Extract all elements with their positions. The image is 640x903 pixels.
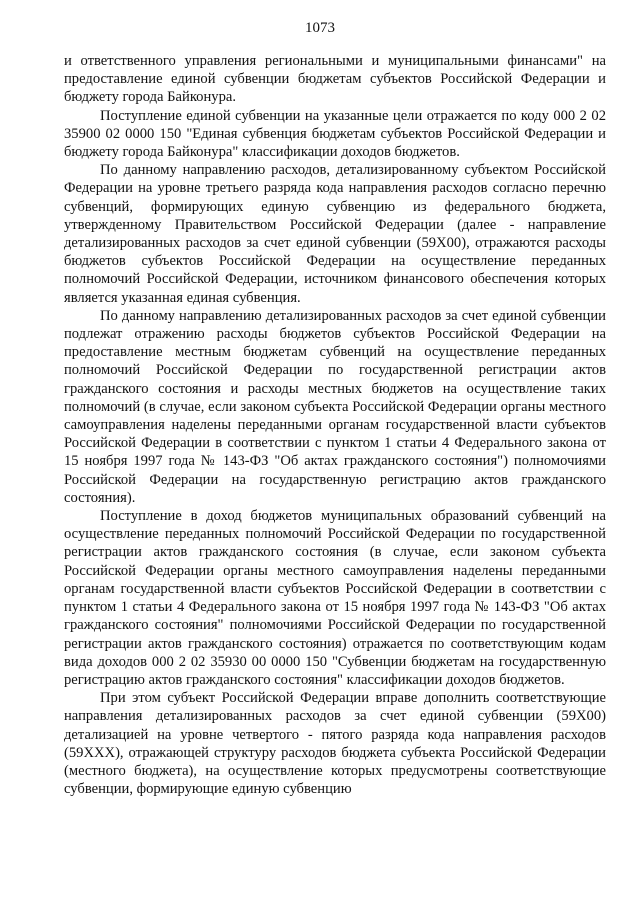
paragraph: Поступление единой субвенции на указанные цели отражается по коду 000 2 02 35900 02 0000 150 "Единая субвенция бюджетам субъектов Российской Федерации и бюджету города Байконура" классификации доходов бюджетов. <box>64 107 606 161</box>
paragraph: Поступление в доход бюджетов муниципальных образований субвенций на осуществление переданных полномочий Российской Федерации по государственной регистрации актов гражданского состояния (в случае, если законом субъекта Российской Федерации органы местного самоуправления наделены переданными органам государственной власти субъектов Российской Федерации в соответствии с пунктом 1 статьи 4 Федерального закона от 15 ноября 1997 года № 143-ФЗ "Об актах гражданского состояния" полномочиями Российской Федерации по государственной регистрации актов гражданского состояния) отражается по соответствующим кодам вида доходов 000 2 02 35930 00 0000 150 "Субвенции бюджетам на государственную регистрацию актов гражданского состояния" классификации доходов бюджетов. <box>64 508 606 688</box>
page-number: 1073 <box>305 20 335 36</box>
body-text <box>64 52 606 798</box>
paragraph-continued: и ответственного управления региональными и муниципальными финансами" на предоставление единой субвенции бюджетам субъектов Российской Федерации и бюджету города Байконура. <box>64 53 606 106</box>
paragraph: По данному направлению детализированных расходов за счет единой субвенции подлежат отражению расходы бюджетов субъектов Российской Федерации на предоставление местным бюджетам субвенций на осуществление переданных полномочий Российской Федерации по государственной регистрации актов гражданского состояния и расходы местных бюджетов на осуществление таких полномочий (в случае, если законом субъекта Российской Федерации органы местного самоуправления наделены переданными органам государственной власти субъектов Российской Федерации в соответствии с пунктом 1 статьи 4 Федерального закона от 15 ноября 1997 года № 143-ФЗ "Об актах гражданского состояния") полномочиями Российской Федерации на государственную регистрацию актов гражданского состояния). <box>64 307 606 506</box>
paragraph: По данному направлению расходов, детализированному субъектом Российской Федерации на уровне третьего разряда кода направления расходов согласно перечню субвенций, формирующих единую субвенцию из федерального бюджета, утвержденному Правительством Российской Федерации (далее - направление детализированных расходов за счет единой субвенции (59Х00), отражаются расходы бюджетов субъектов Российской Федерации на осуществление переданных полномочий Российской Федерации, источником финансового обеспечения которых является указанная единая субвенция. <box>64 162 606 306</box>
paragraph: При этом субъект Российской Федерации вправе дополнить соответствующие направления детализированных расходов за счет единой субвенции (59Х00) детализацией на уровне четвертого - пятого разряда кода направления расходов (59ХХХ), отражающей структуру расходов бюджета субъекта Российской Федерации (местного бюджета), на осуществление которых предусмотрены соответствующие субвенции, формирующие единую субвенцию <box>64 690 606 798</box>
